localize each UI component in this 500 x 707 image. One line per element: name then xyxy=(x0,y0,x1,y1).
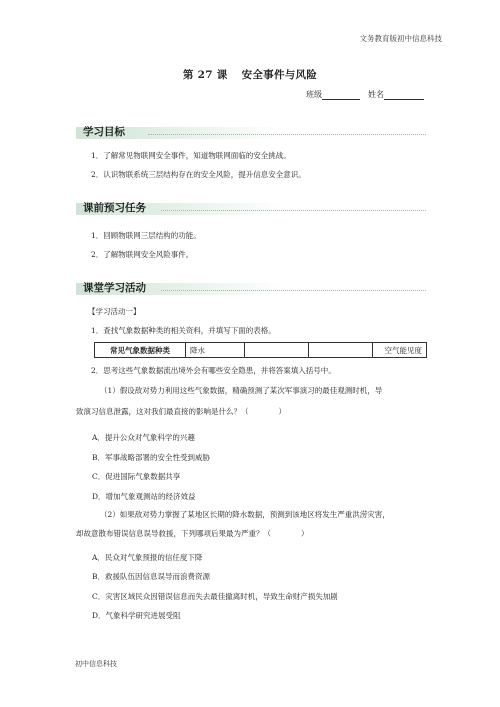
sub1-option-b: B．军事战略部署的安全性受到威胁 xyxy=(92,453,211,462)
lesson-number: 第 27 课 xyxy=(182,69,228,81)
sub2-option-b: B．救援队伍因信息误导而浪费资源 xyxy=(92,572,211,581)
section-band xyxy=(76,127,426,139)
section-preview-header xyxy=(76,200,426,216)
lesson-name: 安全事件与风险 xyxy=(241,69,318,81)
section-title: 学习目标 xyxy=(83,126,125,138)
sub-question-1-line-1: （1）假设敌对势力利用这些气象数据，精确预测了某次军事演习的最佳观测时机，导 xyxy=(100,386,383,395)
goal-item-1: 1．了解常见物联网安全事件，知道物联网面临的安全挑战。 xyxy=(91,151,291,160)
dotted-divider xyxy=(161,210,426,211)
class-label: 班级 xyxy=(306,90,322,99)
table-row xyxy=(95,343,427,358)
sub1-option-d: D．增加气象观测站的经济效益 xyxy=(92,492,196,501)
sub-question-2-line-1: （2）如果敌对势力掌握了某地区长期的降水数据，预测到该地区将发生严重洪涝灾害， xyxy=(100,510,390,519)
name-blank[interactable] xyxy=(384,90,424,100)
preview-item-1: 1．回顾物联网三层结构的功能。 xyxy=(91,231,201,240)
section-goals-header xyxy=(76,124,426,140)
sub1-option-a: A．提升公众对气象科学的兴趣 xyxy=(92,433,195,442)
sub-question-2-line-2: 却故意散布错误信息误导救援，下列哪项后果最为严重？（ ） xyxy=(76,529,309,538)
section-title: 课前预习任务 xyxy=(83,202,146,214)
dotted-divider xyxy=(161,290,426,291)
sub1-option-c: C．促进国际气象数据共享 xyxy=(92,472,181,481)
section-title: 课堂学习活动 xyxy=(83,282,146,294)
table-cell-blank[interactable] xyxy=(309,343,373,358)
dotted-divider xyxy=(148,134,426,135)
sub2-option-a: A．民众对气象预报的信任度下降 xyxy=(92,553,203,562)
page-footer: 初中信息科技 xyxy=(75,660,117,668)
table-cell: 降水 xyxy=(186,343,245,358)
sub-question-1-line-2: 致演习信息泄露，这对我们最直接的影响是什么？（ ） xyxy=(76,407,286,416)
table-cell-blank[interactable] xyxy=(245,343,309,358)
activity-label: 【学习活动一】 xyxy=(88,307,141,316)
sub2-option-c: C．灾害区域民众因错误信息而失去最佳撤离时机，导致生命财产损失加剧 xyxy=(92,592,338,601)
class-blank[interactable] xyxy=(322,90,360,100)
lesson-title xyxy=(0,67,500,82)
preview-item-2: 2．了解物联网安全风险事件。 xyxy=(91,250,194,259)
question-2: 2．思考这些气象数据流出境外会有哪些安全隐患，并将答案填入括号中。 xyxy=(91,366,336,375)
section-activities-header xyxy=(76,280,426,296)
class-name-line xyxy=(306,89,424,100)
table-header-cell: 常见气象数据种类 xyxy=(95,343,186,358)
table-cell: 空气能见度 xyxy=(373,343,427,358)
name-label: 姓名 xyxy=(368,90,384,99)
sub2-option-d: D．气象科学研究进展受阻 xyxy=(92,611,181,620)
publisher-header: 文务教育版初中信息科技 xyxy=(359,34,442,43)
question-1: 1．查找气象数据种类的相关资料，并填写下面的表格。 xyxy=(91,326,276,335)
weather-data-table xyxy=(94,342,427,358)
goal-item-2: 2．认识物联系统三层结构存在的安全风险，提升信息安全意识。 xyxy=(91,170,306,179)
